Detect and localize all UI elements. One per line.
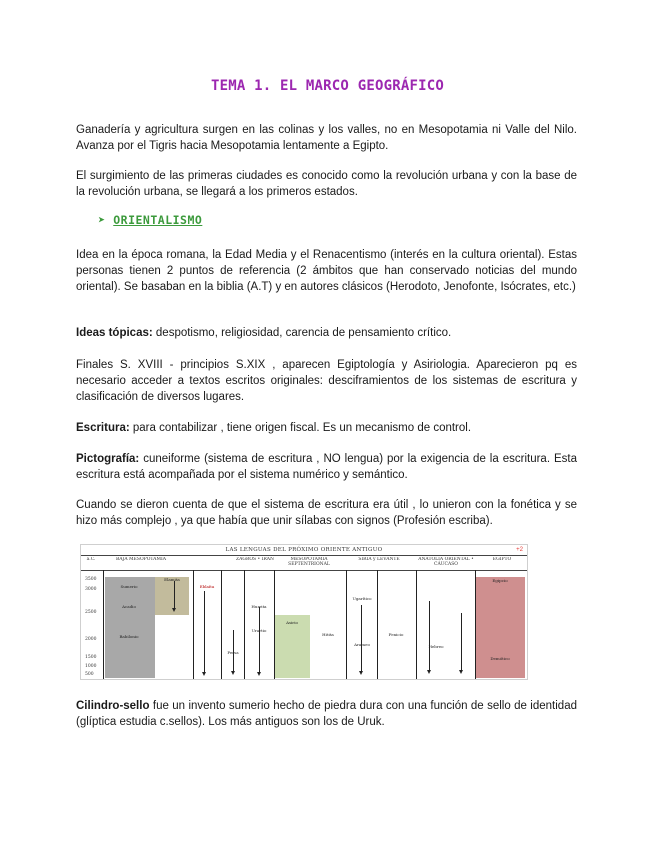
col-divider — [244, 570, 245, 679]
table-top-rule — [81, 555, 527, 556]
label-ideas-topicas: Ideas tópicas: — [76, 327, 153, 339]
col-divider — [416, 570, 417, 679]
cell-acadio: Acadio — [122, 604, 136, 609]
label-escritura: Escritura: — [76, 422, 130, 434]
cell-egipcio: Egipcio — [492, 578, 508, 583]
cell-persa: Persa — [227, 650, 239, 655]
cell-hitita: Hitita — [322, 632, 334, 637]
paragraph-egiptologia: Finales S. XVIII - principios S.XIX , aparecen Egiptología y Asiriologia. Aparecieron pq es necesario acceder a textos escritos originales: desciframientos de los sistemas de escritura y clasificación de diversos lugares. — [76, 359, 577, 403]
col-head-egipto: EGIPTO — [492, 557, 512, 562]
year-label: 3000 — [85, 587, 97, 592]
arrow-bullet-icon: ➤ — [98, 213, 106, 227]
arrowhead-icon — [459, 670, 463, 674]
col-divider — [221, 570, 222, 679]
year-label: 500 — [85, 672, 94, 677]
cell-elamita: Elamita — [164, 577, 180, 582]
paragraph-ideas-topicas — [76, 325, 577, 341]
zoom-badge: +2 — [516, 547, 523, 553]
cell-asirio: Asirio — [286, 620, 298, 625]
year-label: 2000 — [85, 637, 97, 642]
col-head-zagros-iran: ZAGROS • IRÁN — [236, 557, 274, 562]
page-title: TEMA 1. EL MARCO GEOGRÁFICO — [211, 78, 444, 94]
arrowhead-icon — [231, 671, 235, 675]
section-heading-label: ORIENTALISMO — [113, 213, 203, 227]
year-label: 1000 — [85, 664, 97, 669]
section-heading-orientalismo — [98, 213, 202, 227]
text-ideas-topicas: despotismo, religiosidad, carencia de pensamiento crítico. — [152, 327, 452, 339]
paragraph-cilindro-sello — [76, 698, 577, 730]
timeline-arrow — [174, 581, 175, 609]
cell-sumerio: Sumerio — [120, 584, 138, 589]
timeline-arrow — [429, 601, 430, 671]
col-divider — [377, 570, 378, 679]
col-divider — [346, 570, 347, 679]
cell-hurrita: Hurrita — [251, 604, 267, 609]
paragraph-pictografia — [76, 451, 577, 483]
cell-eblaita: Eblaíta — [199, 584, 215, 589]
text-pictografia: cuneiforme (sistema de escritura , NO lengua) por la exigencia de la escritura. Esta escritura está acompañada por el sistema numérico y semántico. — [76, 453, 577, 481]
year-label: 3500 — [85, 577, 97, 582]
cell-babilonio: Babilonio — [119, 634, 139, 639]
col-divider — [103, 570, 104, 679]
col-divider — [475, 570, 476, 679]
paragraph-origins: Ganadería y agricultura surgen en las colinas y los valles, no en Mesopotamia ni Valle del Nilo. Avanza por el Tigris hacia Mesopotamia lentamente a Egipto. — [76, 124, 577, 152]
col-head-baja-mesopotamia: BAJA MESOPOTAMIA — [115, 557, 167, 562]
timeline-arrow — [259, 607, 260, 673]
col-head-anatolia: ANATOLIA ORIENTAL • CÁUCASO — [418, 557, 474, 567]
arrowhead-icon — [257, 672, 261, 676]
label-cilindro-sello: Cilindro-sello — [76, 700, 150, 712]
cell-hebreo: Hebreo — [428, 644, 444, 649]
paragraph-idea: Idea en la época romana, la Edad Media y el Renacentismo (interés en la cultura oriental). Estas personas tienen 2 puntos de referencia (2 ámbitos que han conservado noticias del mundo oriental). Se basaban en la biblia (A.T) y en autores clásicos (Herodoto, Jenofonte, Isócrates, etc.) — [76, 249, 577, 293]
paragraph-urban-revolution: El surgimiento de las primeras ciudades es conocido como la revolución urbana y con la base de la revolución urbana, se llegará a los primeros estados. — [76, 170, 577, 198]
timeline-arrow — [204, 591, 205, 673]
cell-arameo: Arameo — [354, 642, 370, 647]
languages-table-image — [80, 544, 528, 680]
label-pictografia: Pictografía: — [76, 453, 140, 465]
table-title: LAS LENGUAS DEL PRÓXIMO ORIENTE ANTIGUO — [225, 547, 383, 553]
timeline-arrow — [461, 613, 462, 671]
cell-ugaritico: Ugarítico — [352, 596, 372, 601]
paragraph-fonetica: Cuando se dieron cuenta de que el sistema de escritura era útil , lo unieron con la fonética y se hizo más complejo , ya que había que unir sílabas con signos (Profesión escriba). — [76, 499, 577, 527]
block-egipcio — [475, 577, 525, 678]
year-label: 2500 — [85, 610, 97, 615]
cell-demotico: Demótico — [490, 656, 510, 661]
text-cilindro-sello: fue un invento sumerio hecho de piedra dura con una función de sello de identidad (glíptica estudia c.sellos). Los más antiguos son los de Uruk. — [76, 700, 577, 728]
text-escritura: para contabilizar , tiene origen fiscal. Es un mecanismo de control. — [129, 422, 472, 434]
arrowhead-icon — [359, 671, 363, 675]
cell-urartio: Urartio — [251, 628, 267, 633]
paragraph-escritura — [76, 420, 577, 436]
timeline-arrow — [361, 605, 362, 672]
col-head-years: a.C. — [86, 557, 96, 562]
table-header-rule — [81, 570, 527, 571]
block-sumerio-acadio — [105, 577, 155, 678]
arrowhead-icon — [202, 672, 206, 676]
arrowhead-icon — [427, 670, 431, 674]
col-head-siria-levante: SIRIA y LEVANTE — [358, 557, 400, 562]
col-head-mesopotamia-septentrional: MESOPOTAMIA SEPTENTRIONAL — [288, 557, 330, 567]
year-label: 1500 — [85, 655, 97, 660]
col-divider — [274, 570, 275, 679]
cell-fenicio: Fenicio — [388, 632, 404, 637]
arrowhead-icon — [172, 608, 176, 612]
